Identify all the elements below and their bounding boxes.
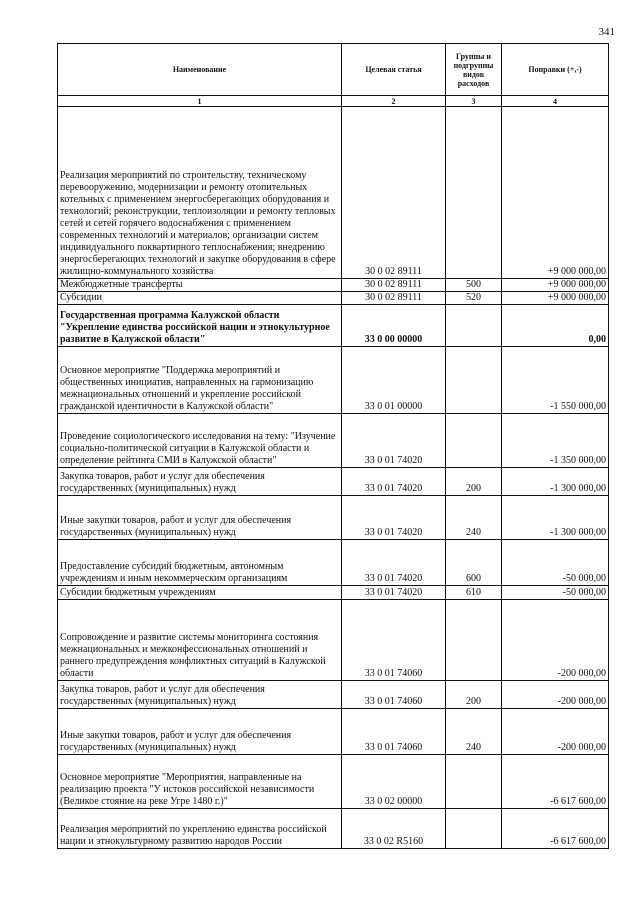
- row-amount-cell: -1 550 000,00: [502, 347, 609, 414]
- row-expense-group-cell: 200: [446, 681, 502, 709]
- row-amount-cell: -200 000,00: [502, 709, 609, 755]
- budget-amendments-table: [57, 43, 609, 849]
- row-expense-group-cell: [446, 305, 502, 347]
- row-target-code-cell: 33 0 02 00000: [342, 755, 446, 809]
- row-name-cell: Основное мероприятие "Мероприятия, направленные на реализацию проекта "У истоков российской независимости (Великое стояние на реке Угре 1480 г.)": [58, 755, 342, 809]
- row-target-code-cell: 33 0 01 74020: [342, 414, 446, 468]
- row-target-code-cell: 33 0 00 00000: [342, 305, 446, 347]
- row-target-code-cell: 30 0 02 89111: [342, 107, 446, 279]
- row-amount-cell: +9 000 000,00: [502, 279, 609, 292]
- header-amendments: Поправки (+,-): [502, 44, 609, 96]
- row-name-cell: Субсидии бюджетным учреждениям: [58, 586, 342, 600]
- row-expense-group-cell: 600: [446, 540, 502, 586]
- row-expense-group-cell: [446, 600, 502, 681]
- row-name-cell: Закупка товаров, работ и услуг для обеспечения государственных (муниципальных) нужд: [58, 468, 342, 496]
- header-target-article: Целевая статья: [342, 44, 446, 96]
- row-amount-cell: -1 300 000,00: [502, 496, 609, 540]
- row-expense-group-cell: 610: [446, 586, 502, 600]
- column-number: 1: [58, 96, 342, 107]
- row-name-cell: Субсидии: [58, 292, 342, 305]
- column-number-row: [58, 96, 609, 107]
- row-amount-cell: -200 000,00: [502, 600, 609, 681]
- row-name-cell: Сопровождение и развитие системы мониторинга состояния межнациональных и межконфессиональных отношений и раннего предупреждения конфликтных ситуаций в Калужской области: [58, 600, 342, 681]
- table-row: [58, 681, 609, 709]
- row-amount-cell: -1 300 000,00: [502, 468, 609, 496]
- table-row: [58, 279, 609, 292]
- row-amount-cell: -200 000,00: [502, 681, 609, 709]
- row-name-cell: Реализация мероприятий по укреплению единства российской нации и этнокультурному развитию народов России: [58, 809, 342, 849]
- row-amount-cell: -50 000,00: [502, 586, 609, 600]
- table-row: [58, 414, 609, 468]
- row-target-code-cell: 33 0 01 74020: [342, 496, 446, 540]
- table-row: [58, 600, 609, 681]
- table-row: [58, 305, 609, 347]
- row-name-cell: Государственная программа Калужской области "Укрепление единства российской нации и этнокультурное развитие в Калужской области": [58, 305, 342, 347]
- column-number: 2: [342, 96, 446, 107]
- row-name-cell: Основное мероприятие "Поддержка мероприятий и общественных инициатив, направленных на гармонизацию межнациональных отношений и укрепление российской гражданской идентичности в Калужской области": [58, 347, 342, 414]
- row-target-code-cell: 33 0 01 74060: [342, 681, 446, 709]
- table-row: [58, 755, 609, 809]
- row-amount-cell: -1 350 000,00: [502, 414, 609, 468]
- row-amount-cell: +9 000 000,00: [502, 107, 609, 279]
- row-expense-group-cell: 200: [446, 468, 502, 496]
- row-expense-group-cell: [446, 414, 502, 468]
- row-target-code-cell: 33 0 01 74020: [342, 540, 446, 586]
- row-expense-group-cell: 500: [446, 279, 502, 292]
- column-number: 3: [446, 96, 502, 107]
- row-name-cell: Закупка товаров, работ и услуг для обеспечения государственных (муниципальных) нужд: [58, 681, 342, 709]
- table-row: [58, 709, 609, 755]
- row-target-code-cell: 33 0 01 74060: [342, 600, 446, 681]
- row-expense-group-cell: [446, 755, 502, 809]
- row-target-code-cell: 33 0 01 00000: [342, 347, 446, 414]
- row-amount-cell: +9 000 000,00: [502, 292, 609, 305]
- row-name-cell: Иные закупки товаров, работ и услуг для обеспечения государственных (муниципальных) нужд: [58, 709, 342, 755]
- table-header-row: [58, 44, 609, 96]
- row-expense-group-cell: [446, 809, 502, 849]
- row-amount-cell: -6 617 600,00: [502, 755, 609, 809]
- column-number: 4: [502, 96, 609, 107]
- header-expense-groups: Группы и подгруппы видов расходов: [446, 44, 502, 96]
- table-row: [58, 107, 609, 279]
- table-row: [58, 540, 609, 586]
- row-target-code-cell: 33 0 02 R5160: [342, 809, 446, 849]
- row-target-code-cell: 33 0 01 74020: [342, 468, 446, 496]
- row-name-cell: Проведение социологического исследования на тему: "Изучение социально-политической ситуации в Калужской области и определение рейтинга СМИ в Калужской области": [58, 414, 342, 468]
- row-name-cell: Иные закупки товаров, работ и услуг для обеспечения государственных (муниципальных) нужд: [58, 496, 342, 540]
- row-expense-group-cell: 240: [446, 496, 502, 540]
- row-name-cell: Межбюджетные трансферты: [58, 279, 342, 292]
- row-name-cell: Предоставление субсидий бюджетным, автономным учреждениям и иным некоммерческим организациям: [58, 540, 342, 586]
- row-target-code-cell: 30 0 02 89111: [342, 279, 446, 292]
- row-expense-group-cell: 520: [446, 292, 502, 305]
- table-row: [58, 292, 609, 305]
- row-target-code-cell: 33 0 01 74020: [342, 586, 446, 600]
- table-row: [58, 468, 609, 496]
- row-amount-cell: 0,00: [502, 305, 609, 347]
- row-target-code-cell: 30 0 02 89111: [342, 292, 446, 305]
- row-amount-cell: -50 000,00: [502, 540, 609, 586]
- row-amount-cell: -6 617 600,00: [502, 809, 609, 849]
- table-row: [58, 347, 609, 414]
- table-body: [58, 107, 609, 849]
- page-number: 341: [598, 26, 615, 38]
- row-expense-group-cell: [446, 347, 502, 414]
- header-name: Наименование: [58, 44, 342, 96]
- row-expense-group-cell: 240: [446, 709, 502, 755]
- table-row: [58, 809, 609, 849]
- row-name-cell: Реализация мероприятий по строительству, техническому перевооружению, модернизации и ремонту отопительных котельных с применением энергосберегающих оборудования и технологий; реконструкции, теплоизоляции и ремонту тепловых сетей и сетей горячего водоснабжения с применением современных технологий и материалов; организации систем индивидуального поквартирного теплоснабжения; внедрению энергосберегающих технологий и закупке оборудования в сфере жилищно-коммунального хозяйства: [58, 107, 342, 279]
- row-target-code-cell: 33 0 01 74060: [342, 709, 446, 755]
- table-row: [58, 496, 609, 540]
- row-expense-group-cell: [446, 107, 502, 279]
- table-row: [58, 586, 609, 600]
